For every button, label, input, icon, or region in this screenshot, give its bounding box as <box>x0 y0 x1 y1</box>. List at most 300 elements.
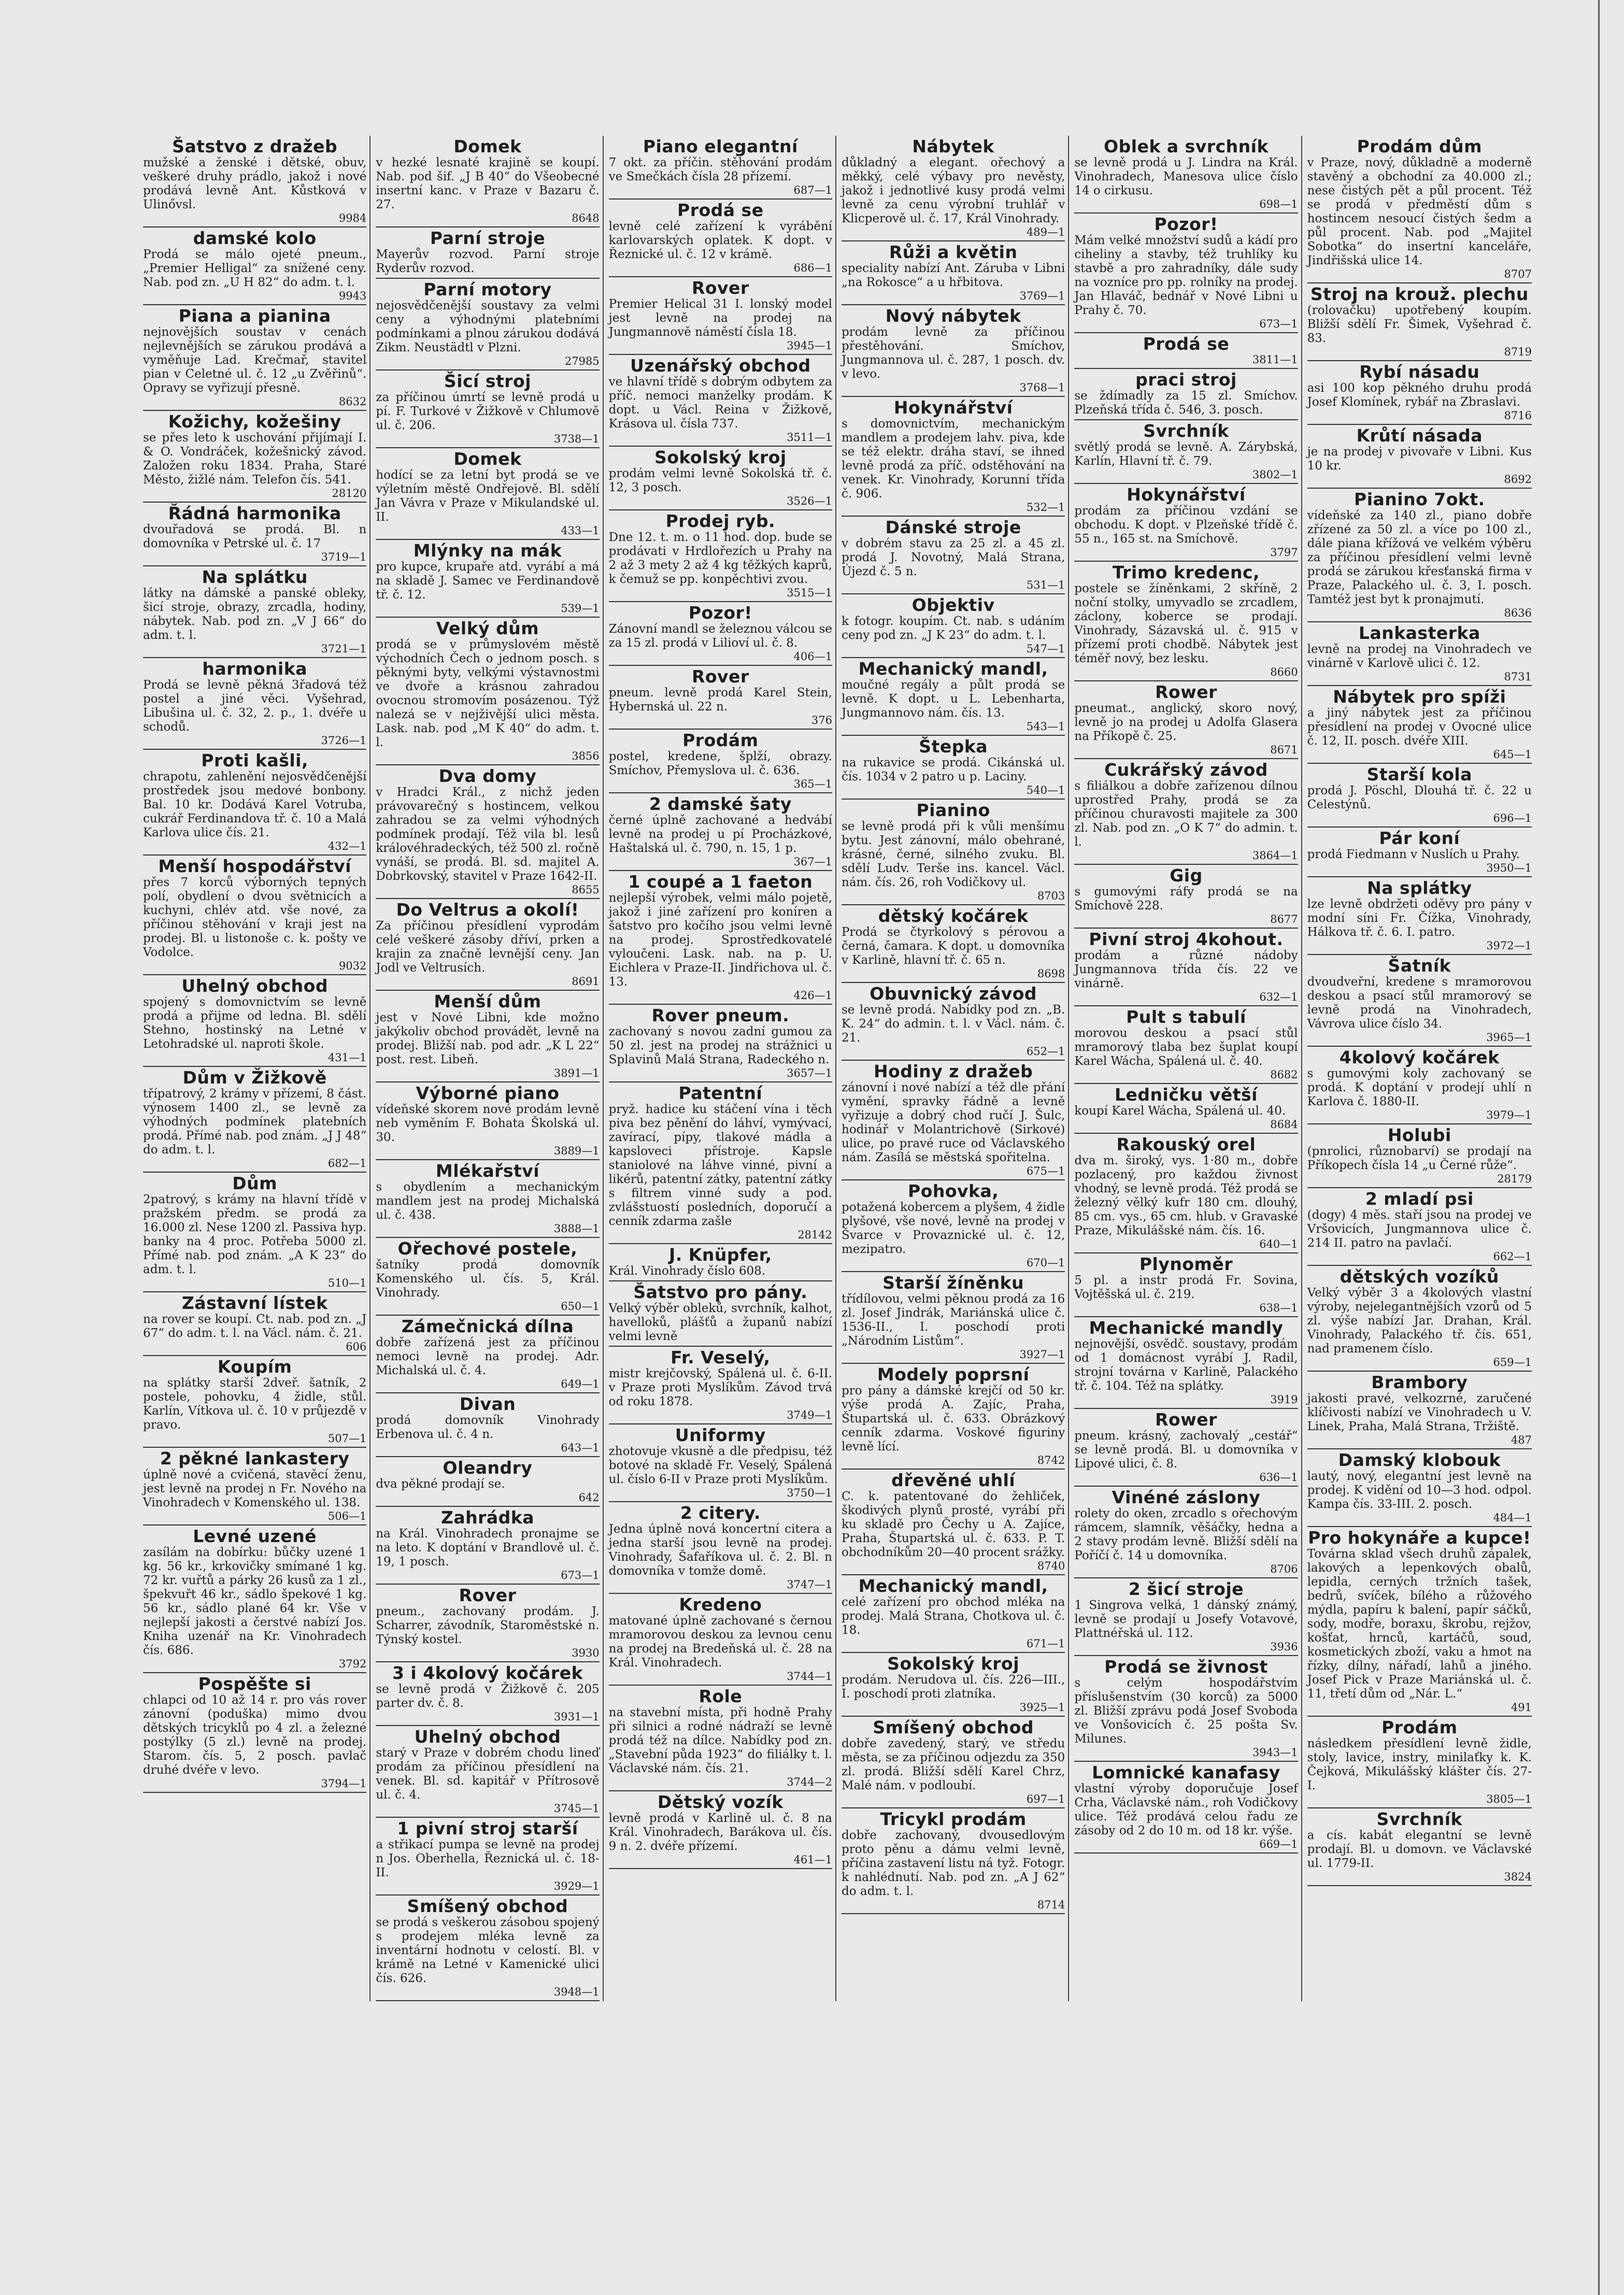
ad-reference-number: 8682 <box>1270 1068 1298 1081</box>
ad-title: Pozor! <box>688 603 752 623</box>
classified-ad <box>609 1281 832 1347</box>
classified-ad <box>1074 420 1298 484</box>
ad-body: prodám levně za příčinou přestěhování. Smíchov, Jungmannova ul. č. 287, 1 posch. dv. v levo. <box>842 325 1065 381</box>
ad-body: Dne 12. t. m. o 11 hod. dop. bude se prodávati v Hrdlořezích u Prahy na 2 až 3 mety 2 až 4 kg těžkých kaprů, k čemuž se pp. konpěchtivi zvou. <box>608 531 832 586</box>
ad-title: Řádná harmonika <box>168 503 341 523</box>
ad-reference-number: 3802—1 <box>1252 468 1298 481</box>
ad-reference-number: 3888—1 <box>553 1222 600 1235</box>
ad-body: potažená kobercem a plyšem, 4 židle plyšové, vše nové, levně na prodej v Švarce v Provaznické ul. č. 12, mezipatro. <box>842 1201 1065 1256</box>
ad-title: Oblek a svrchník <box>1104 136 1269 156</box>
ad-reference-number: 3769—1 <box>1019 290 1065 302</box>
ad-body: v Hradci Král., z nichž jeden právovarečný s hostincem, velkou zahradou se za velmi výhodných podmínek prodají. Též vila bl. lesů královéhradeckých, též 500 zl. ročně vynáší, se prodá. Bl. sd. majitel A. Dobrkovský, stavitel v Praze 1642-II. <box>376 786 600 883</box>
ad-title: Rover <box>691 278 749 298</box>
ad-reference-number: 649—1 <box>561 1378 600 1390</box>
ad-body: světlý prodá se levně. A. Zárybská, Karlín, Hlavní tř. č. 79. <box>1074 440 1298 468</box>
ad-body: prodá Fiedmann v Nuslích u Prahy. <box>1307 848 1520 861</box>
classified-ad <box>376 1662 599 1726</box>
ad-reference-number: 3747—1 <box>787 1578 832 1591</box>
ad-body: matované úplně zachované s černou mramorovou deskou za levnou cenu na prodej na Bredeňská ul. č. 28 na Král. Vinohradech. <box>608 1614 832 1670</box>
ad-title: Menší dům <box>434 991 542 1011</box>
ad-body: následkem přesídlení levně židle, stoly, lavice, instry, minilaťky k. K. Čejková, Mikulášský klášter čís. 27-I. <box>1307 1737 1532 1792</box>
ad-title: Zahrádka <box>440 1507 535 1528</box>
ad-body: asi 100 kop pěkného druhu prodá Josef Klomínek, rybář na Zbraslavi. <box>1307 381 1532 409</box>
classified-ad <box>842 305 1065 397</box>
classified-ad <box>842 1470 1065 1575</box>
classified-ad <box>143 1173 366 1292</box>
ad-body: vlastní výroby doporučuje Josef Crha, Václavské nám., roh Vodičkovy ulice. Též prodává celou řadu ze zásoby od 2 do 10 m. od 18 kr. výše. <box>1074 1782 1298 1837</box>
ad-reference-number: 8707 <box>1504 268 1532 280</box>
ad-title: Nový nábytek <box>885 306 1021 326</box>
ad-reference-number: 3931—1 <box>553 1710 600 1723</box>
ad-body: hodící se za letní byt prodá se ve výletním městě Ondřejově. Bl. sdělí Jan Vávra v Praze v Mikulandské ul. II. <box>376 468 600 524</box>
classified-ad <box>143 1448 366 1526</box>
ad-body: k fotogr. koupím. Ct. nab. s udáním ceny pod zn. „J K 23“ do adm. t. l. <box>842 615 1065 642</box>
ad-title: Divan <box>459 1394 516 1414</box>
classified-ad <box>376 1895 599 2001</box>
classified-ad <box>842 905 1065 983</box>
ad-body: na stavební místa, při hodně Prahy při silnici a rodné nádraží se levně prodá též na dílce. Nabídky pod zn. „Stavební půda 1923“ do filiálky t. l. Václavské nám. čís. 21. <box>608 1706 832 1775</box>
classified-ad <box>609 602 832 666</box>
ad-reference-number: 8655 <box>572 883 600 896</box>
ad-title: Pro hokynáře a kupce! <box>1308 1528 1531 1548</box>
ad-title: Růži a květin <box>889 242 1018 262</box>
ad-reference-number: 3811—1 <box>1252 353 1298 366</box>
classified-ad <box>609 447 832 510</box>
classified-ad <box>609 1082 832 1244</box>
ad-reference-number: 8684 <box>1270 1118 1298 1131</box>
classified-ad <box>1074 681 1298 759</box>
ad-reference-number: 636—1 <box>1259 1471 1298 1484</box>
classified-ad <box>842 397 1065 517</box>
classified-ad <box>609 1005 832 1082</box>
ad-body: dva pěkné prodají se. <box>376 1477 505 1491</box>
ad-reference-number: 8740 <box>1037 1560 1065 1572</box>
ad-reference-number: 686—1 <box>793 262 832 274</box>
ad-body: dvoudveřní, kredene s mramorovou deskou a psací stůl mramorový se levně prodá na Vinohradech, Vávrova ulice číslo 34. <box>1307 975 1532 1031</box>
ad-reference-number: 687—1 <box>793 184 832 196</box>
ad-body: morovou deskou a psací stůl mramorový tlaba bez šuplat koupí Karel Wácha, Spálená ul. č. 40. <box>1074 1027 1298 1068</box>
ad-reference-number: 489—1 <box>1026 226 1065 238</box>
ad-title: Kredeno <box>679 1594 762 1615</box>
classified-ad <box>609 1424 832 1502</box>
ad-reference-number: 8742 <box>1037 1454 1065 1466</box>
classified-ad <box>143 305 366 411</box>
ad-body: nejnovějších soustav v cenách nejlevnějších se zárukou prodává a vyměňuje Lad. Krečmař, stavitel pian v Celetné ul. č. 12 „u Zvěřinů“. Opravy se vyřizují přesně. <box>143 325 367 395</box>
ad-body: pneumat., anglický, skoro nový, levně jo na prodej u Adolfa Glasera na Příkopě č. 25. <box>1074 702 1298 743</box>
ad-reference-number: 645—1 <box>1493 748 1532 761</box>
ad-title: Rower <box>1155 682 1217 702</box>
ad-reference-number: 28142 <box>797 1229 832 1241</box>
ad-title: Pivní stroj 4kohout. <box>1089 929 1284 949</box>
ad-reference-number: 632—1 <box>1259 991 1298 1003</box>
classified-ad <box>1307 1266 1532 1372</box>
ad-reference-number: 8706 <box>1270 1563 1298 1575</box>
ad-reference-number: 506—1 <box>327 1510 367 1522</box>
ad-reference-number: 8636 <box>1504 607 1532 619</box>
classified-ad <box>1307 425 1532 489</box>
classified-ad <box>376 1585 599 1662</box>
ad-body: je na prodej v pivovaře v Libni. Kus 10 kr. <box>1307 445 1532 473</box>
classified-ad <box>1307 1527 1532 1717</box>
ad-reference-number: 507—1 <box>327 1432 367 1445</box>
ad-body: mužské a ženské i dětské, obuv, veškeré druhy prádlo, jakož i nové prodává levně Ant. Kůstková v Ulinővsl. <box>143 156 367 211</box>
ad-reference-number: 431—1 <box>327 1051 367 1064</box>
ad-body: se levně prodá u J. Lindra na Král. Vinohradech, Manesova ulice číslo 14 o cirkusu. <box>1074 156 1298 197</box>
ad-reference-number: 3744—1 <box>787 1670 832 1683</box>
ad-reference-number: 3948—1 <box>553 1986 600 1998</box>
classified-ad <box>842 1364 1065 1470</box>
ad-reference-number: 3824 <box>1504 1871 1532 1883</box>
ad-reference-number: 3950—1 <box>1486 862 1532 874</box>
classified-ad <box>609 355 832 447</box>
ad-title: Gig <box>1170 865 1203 886</box>
classified-ad <box>1307 1124 1532 1188</box>
classified-ad <box>1074 333 1298 369</box>
classified-ad <box>609 1244 832 1281</box>
ad-reference-number: 3719—1 <box>321 551 367 563</box>
ad-title: 2 pěkné lankastery <box>160 1448 350 1469</box>
ad-title: Prodá se <box>677 200 764 220</box>
ad-title: 2 damské šaty <box>649 794 792 814</box>
ad-title: Zástavní lístek <box>181 1293 328 1313</box>
ad-reference-number: 547—1 <box>1026 643 1065 655</box>
ad-body: spojený s domovnictvím se levně prodá a přijme od ledna. Bl. sdělí Stehno, hostinský na Letné v Letohradské ul. naproti škole. <box>143 995 367 1051</box>
ad-reference-number: 670—1 <box>1026 1257 1065 1269</box>
ad-reference-number: 376 <box>811 714 832 726</box>
ad-title: Parní motory <box>423 279 552 300</box>
ad-body: Za příčinou přesídlení vyprodám celé veškeré zásoby dříví, prken a krajin za značně levnější ceny. Jan Jodl ve Veltrusích. <box>376 919 600 975</box>
classified-ad <box>609 1594 832 1686</box>
ad-reference-number: 3945—1 <box>787 339 832 352</box>
ad-title: Hokynářství <box>1127 484 1246 505</box>
ad-title: Sokolský kroj <box>887 1653 1020 1674</box>
ad-title: Starší žíněnku <box>882 1273 1024 1293</box>
classified-ad <box>609 1347 832 1424</box>
ad-body: lze levně obdržeti oděvy pro pány v modní síni Fr. Čížka, Vinohrady, Hálkova tř. č. 6. I. patro. <box>1307 897 1532 939</box>
ad-reference-number: 3511—1 <box>787 431 832 444</box>
ad-body: třídílovou, velmi pěknou prodá za 16 zl. Josef Jindrák, Mariánská ulice č. 1536-II., I. poschodí proti „Národním Listům“. <box>842 1292 1065 1348</box>
classified-ad <box>609 136 832 199</box>
classified-ad <box>376 370 599 448</box>
classified-ad <box>376 448 599 540</box>
ad-title: Šicí stroj <box>444 371 532 391</box>
classified-ad <box>1074 1006 1298 1084</box>
classified-ad <box>1074 1253 1298 1317</box>
ad-title: Zámečnická dílna <box>401 1316 574 1336</box>
ad-title: 2 citery. <box>680 1503 761 1523</box>
ad-title: Hodiny z dražeb <box>874 1061 1033 1081</box>
classified-ad <box>842 517 1065 594</box>
ad-body: rolety do oken, zrcadlo s ořechovým rámcem, slamník, věšáčky, hedna a 2 stavy prodám levně. Bližší sdělí na Poříčí č. 14 u domovníka. <box>1074 1507 1298 1562</box>
ad-body: 1 Singrova velká, 1 dánský známý, levně se prodají u Josefy Votavové, Plattnéřská ul. 112. <box>1074 1599 1298 1640</box>
ad-title: Mechanický mandl, <box>858 659 1048 679</box>
ad-title: Pianino 7okt. <box>1354 489 1485 509</box>
classified-ad <box>376 540 599 618</box>
ad-body: chlapci od 10 až 14 r. pro vás rover zánovní (poduška) mimo dvou dětských tricyklů po 4 zl. a železné postýlky (5 zl.) levně na prodej. Starom. čís. 5, 2 posch. pavlač druhé dvéře v levo. <box>143 1693 367 1777</box>
ad-body: s domovnictvím, mechanickým mandlem a prodejem lahv. piva, kde se též elektr. dráha staví, se ihned levně prodá za příč. odstěhování na venek. Kr. Vinohrady, Korunní třída č. 906. <box>842 417 1065 501</box>
ad-body: chrapotu, zahlenění nejosvědčenější prostředek jsou medové bonbony. Bal. 10 kr. Dodává Karel Votruba, cukrář Ferdinandova tř. č. 10 a Malá Karlova ulice čís. 21. <box>143 770 367 839</box>
ad-reference-number: 426—1 <box>793 989 832 1002</box>
ad-reference-number: 3943—1 <box>1252 1746 1298 1759</box>
ad-body: 5 pl. a instr prodá Fr. Sovina, Vojtěšská ul. č. 219. <box>1074 1274 1298 1301</box>
classified-ad <box>376 227 599 279</box>
classified-ad <box>609 1791 832 1869</box>
classified-ad <box>143 411 366 503</box>
ad-body: nejosvědčenější soustavy za velmi ceny a výhodnými platebními podmínkami a plnou zárukou dodává Zikm. Neustädtl v Plzni. <box>376 299 600 354</box>
classified-ad <box>1074 865 1298 929</box>
classified-ad <box>143 503 366 566</box>
ad-title: Pár koní <box>1379 828 1460 848</box>
ad-body: levně prodá v Karlině ul. č. 8 na Král. Vinohradech, Barákova ul. čís. 9 n. 2. dvéře přízemí. <box>608 1812 832 1853</box>
ad-body: speciality nabízí Ant. Záruba v Libni „na Rokosce“ a u hřbitova. <box>842 262 1065 289</box>
classified-ad <box>609 871 832 1005</box>
ad-body: Zánovní mandl se železnou válcou se za 15 zl. prodá v Lilioví ul. č. 8. <box>608 622 832 650</box>
classified-ad <box>842 1653 1065 1717</box>
ad-reference-number: 3979—1 <box>1486 1109 1532 1121</box>
ad-reference-number: 673—1 <box>1259 318 1298 330</box>
classified-ad <box>842 736 1065 800</box>
ad-body: levně celé zařízení k vyrábění karlovarských oplatek. K dopt. v Řeznické ul. č. 12 v krámě. <box>608 220 832 261</box>
ad-reference-number: 696—1 <box>1493 812 1532 824</box>
ad-title: Domek <box>453 449 522 469</box>
classified-ad <box>842 1717 1065 1808</box>
ad-reference-number: 8719 <box>1504 346 1532 358</box>
ad-title: Uniformy <box>675 1425 766 1445</box>
ad-title: Ořechové postele, <box>397 1238 578 1259</box>
ad-reference-number: 697—1 <box>1026 1793 1065 1805</box>
classified-ad <box>143 1292 366 1356</box>
ad-reference-number: 3515—1 <box>787 587 832 599</box>
classified-ad <box>609 793 832 871</box>
ad-body: a cís. kabát elegantní se levně prodají. Bl. u domovn. ve Václavské ul. 1779-II. <box>1307 1829 1532 1870</box>
ad-column <box>376 136 603 2001</box>
ad-reference-number: 8716 <box>1504 409 1532 422</box>
ad-title: Sokolský kroj <box>654 447 787 467</box>
classified-ad <box>1307 1188 1532 1266</box>
classified-ad <box>376 618 599 765</box>
ad-column <box>842 136 1069 2001</box>
classified-ad <box>1307 877 1532 955</box>
ad-body: se prodá s veškerou zásobou spojený s prodejem mléka levně za inventární hodnotu v celostí. Bl. v krámě na Letné v Kamenické ulici čís. 626. <box>376 1916 600 1985</box>
ad-title: Mechanický mandl, <box>858 1576 1048 1596</box>
classified-ad <box>376 1726 599 1818</box>
ad-title: Kožichy, kožešiny <box>168 411 341 432</box>
ad-reference-number: 3936 <box>1270 1641 1298 1653</box>
ad-reference-number: 3891—1 <box>553 1067 600 1079</box>
ad-title: Ledničku větší <box>1115 1085 1258 1105</box>
ad-title: Plynoměr <box>1139 1254 1233 1274</box>
ad-body: Jedna úplně nová koncertní citera a jedna starší jsou levně na prodej. Vinohrady, Šafaříkova ul. č. 2. Bl. n domovníka v tomže domě. <box>608 1522 832 1578</box>
ad-body: zánovní i nové nabízí a též dle přání vymění, spravky řádně a levně vyřizuje a dobrý chod ručí J. Šulc, hodinář v Molantrichově (Sirkové) ulice, po pravé ruce od Václavského nám. Zasílá se městská spořitelna. <box>842 1081 1065 1164</box>
ad-body: jest v Nové Libni, kde možno jakýkoliv obchod provádět, levně na prodej. Bližší nab. pod adr. „K L 22“ post. rest. Libeň. <box>376 1011 600 1066</box>
ad-reference-number: 539—1 <box>561 602 600 615</box>
ad-body: za příčinou úmrtí se levně prodá u pí. F. Turkové v Žižkově v Chlumově ul. č. 206. <box>376 391 600 432</box>
ad-title: Proti kašli, <box>201 750 309 771</box>
ad-title: Svrchník <box>1143 421 1229 441</box>
ad-reference-number: 682—1 <box>327 1157 367 1170</box>
classified-ad <box>842 983 1065 1061</box>
ad-body: dobře zařízená jest za příčinou nemoci levně na prodej. Adr. Michalská ul. č. 4. <box>376 1336 600 1377</box>
classified-ad <box>143 566 366 658</box>
classified-ad <box>609 730 832 793</box>
ad-body: prodá se v průmyslovém městě východních Čech o jednom posch. s pěknými byty, velkými výstavnostmi ve dvoře a krásnou zahradou ovocnou stromovím posázenou. Týž nalezá se v nejživější ulici města. Lask. nab. pod „M K 40“ do adm. t. l. <box>376 638 600 749</box>
ad-body: pneum. levně prodá Karel Stein, Hybernská ul. 22 n. <box>608 686 832 714</box>
classified-ad <box>842 136 1065 241</box>
ad-body: zhotovuje vkusně a dle předpisu, též botové na skladě Fr. Veselý, Spálená ul. číslo 6-II v Praze proti Myslíkům. <box>608 1445 832 1486</box>
classified-ad <box>376 1393 599 1457</box>
ad-reference-number: 675—1 <box>1026 1165 1065 1177</box>
ad-title: Uhelný obchod <box>181 976 328 996</box>
ad-title: 3 i 4kolový kočárek <box>392 1663 583 1683</box>
ad-title: Vinéné záslony <box>1112 1487 1261 1507</box>
classified-ad <box>376 279 599 370</box>
ad-title: Svrchník <box>1376 1809 1462 1829</box>
ad-body: na rukavice se prodá. Cikánská ul. čís. 1034 v 2 patro u p. Laciny. <box>842 756 1065 783</box>
ad-reference-number: 640—1 <box>1259 1238 1298 1250</box>
ad-body: černé úplně zachované a hedvábí levně na prodej u pí Procházkové, Haštalská ul. č. 790, n. 15, 1 p. <box>608 814 832 855</box>
classified-ad <box>143 1356 366 1448</box>
ad-title: Fr. Veselý, <box>671 1347 771 1367</box>
ad-title: Pozor! <box>1154 214 1218 234</box>
ad-body: pneum., zachovaný prodám. J. Scharrer, závodník, Staroměstské n. Týnský kostel. <box>376 1605 600 1646</box>
ad-title: dětských vozíků <box>1340 1266 1499 1287</box>
ad-reference-number: 8648 <box>572 212 600 224</box>
ad-title: 2 šicí stroje <box>1128 1579 1244 1599</box>
ad-body: (dogy) 4 měs. staří jsou na prodej ve Vršovicích, Jungmannova ulice č. 214 II. patro na pavlačí. <box>1307 1208 1532 1250</box>
ad-reference-number: 3721—1 <box>321 643 367 655</box>
ad-reference-number: 510—1 <box>327 1277 367 1289</box>
ad-column <box>609 136 836 2001</box>
ad-title: praci stroj <box>1135 369 1237 390</box>
classified-ad <box>1074 929 1298 1006</box>
ad-title: Levné uzené <box>193 1526 317 1546</box>
ad-body: vídeňské za 140 zl., piano dobře zřízené za 50 zl. a více po 100 zl., dále piana křížová ve velkém výběru za příčinou přesídlení velmi levně prodá se zárukou křesťanská firma v Praze, Palackého ul. č. 3, I. posch. Tamtéž jest byt k pronajmutí. <box>1307 509 1532 606</box>
classified-ad <box>376 1082 599 1160</box>
ad-reference-number: 8671 <box>1270 744 1298 756</box>
ad-body: s obydlením a mechanickým mandlem jest na prodej Michalská ul. č. 438. <box>376 1180 600 1222</box>
ad-body: v Praze, nový, důkladně a moderně stavěný a obchodní za 40.000 zl.; nese čistých pět a půl procent. Též se prodá v předměstí dům s hostincem nesoucí čistých šedm a půl procent. Nab. pod „Majitel Sobotka“ do insertní kanceláře, Jindřišská ulice 14. <box>1307 156 1532 267</box>
ad-reference-number: 3797 <box>1270 546 1298 559</box>
classified-ad <box>143 1526 366 1673</box>
ad-title: Smíšený obchod <box>873 1717 1034 1737</box>
ad-reference-number: 540—1 <box>1026 784 1065 796</box>
ad-reference-number: 491 <box>1511 1701 1532 1714</box>
classified-ad <box>143 227 366 305</box>
classified-ad <box>1074 759 1298 865</box>
ad-body: 2patrový, s krámy na hlavní třídě v pražském předm. se prodá za 16.000 zl. Nese 1200 zl. Passiva hyp. banky na 4 proc. Potřeba 5000 zl. Přímé nab. pod znám. „A K 23“ do adm. t. l. <box>143 1193 367 1276</box>
classified-ad <box>1307 622 1532 686</box>
ad-reference-number: 673—1 <box>561 1569 600 1581</box>
ad-reference-number: 3792 <box>338 1658 367 1670</box>
ad-title: Pult s tabulí <box>1126 1007 1246 1027</box>
ad-title: dřevěné uhlí <box>891 1470 1016 1490</box>
ad-body: mistr krejčovský, Spálená ul. č. 6-II. v Praze proti Myslíkům. Závod trvá od roku 1878. <box>608 1367 832 1408</box>
classified-ad <box>609 1686 832 1791</box>
ad-title: Na splátku <box>202 567 308 587</box>
ad-body: zasílám na dobírku: bůčky uzené 1 kg. 56 kr., krkovičky smímané 1 kg. 72 kr. vuřtů a párky 26 kusů za 1 zl., špekvuřt 46 kr., sádlo špekové 1 kg. 56 kr., sádlo plané 64 kr. Vše v nejlepší jakosti a čerstvé nabízí Jos. Kniha uzenář na Kr. Vinohradech čís. 686. <box>143 1546 367 1657</box>
ad-reference-number: 9943 <box>338 290 367 302</box>
classified-ad <box>376 1160 599 1238</box>
ad-body: Prodá se málo ojeté pneum., „Premier Helligal“ za snížené ceny. Nab. pod zn. „U H 82“ do adm. t. l. <box>143 248 367 289</box>
ad-body: dva m. široký, vys. 1·80 m., dobře pozlacený, pro každou živnost vhodný, se levně prodá. Též prodá se železný vělký kufr 180 cm. dlouhý, 85 cm. vys., 65 cm. hlub. v Gravaské Praze, Mikulášské nám. čís. 16. <box>1074 1154 1298 1237</box>
ad-title: Dům <box>232 1173 278 1193</box>
ad-reference-number: 9032 <box>338 960 367 972</box>
classified-ad <box>842 800 1065 905</box>
ad-title: Šatstvo pro pány. <box>633 1282 808 1302</box>
ad-body: se levně prodá při k vůli menšímu bytu. Jest zánovní, málo obehrané, krásné, černé, silného zvuku. Bl. sdělí Ludv. Terše ins. kancel. Václ. nám. čís. 26, roh Vodičkovy ul. <box>842 820 1065 889</box>
ad-title: Prodá se živnost <box>1104 1657 1268 1677</box>
classified-ad <box>376 1457 599 1507</box>
ad-title: 2 mladí psi <box>1365 1189 1474 1209</box>
ad-title: Parní stroje <box>430 228 546 248</box>
ad-body: dobře zavedený, starý, ve středu města, se za příčinou odjezdu za 350 zl. prodá. Bližší sdělí Karel Chrz, Malé nám. v podloubí. <box>842 1737 1065 1792</box>
ad-title: Rover <box>459 1585 517 1605</box>
ad-body: dvouřadová se prodá. Bl. n domovníka v Petrské ul. č. 17 <box>143 523 367 550</box>
ad-body: jakosti pravé, velkozrné, zaručené klíčivosti nabízí ve Vinohradech u V. Linek, Praha, Malá Strana, Tržiště. <box>1307 1392 1532 1433</box>
ad-body: Prodá se čtyrkolový s pérovou a černá, čamara. K dopt. u domovníka v Karlině, hlavní tř. č. 65 n. <box>842 925 1065 967</box>
classified-ad <box>376 1507 599 1585</box>
ad-body: 7 okt. za příčin. stěhování prodám ve Smečkách čísla 28 přízemí. <box>608 156 832 183</box>
classified-ad <box>1307 1449 1532 1527</box>
classified-ad <box>1074 1656 1298 1762</box>
ad-body: prodám za příčinou vzdání se obchodu. K dopt. v Plzeňské třídě č. 55 n., 165 st. na Smíchově. <box>1074 504 1298 546</box>
page-edge-rule <box>1598 0 1600 2295</box>
classified-ad <box>1074 1762 1298 1854</box>
ad-body: Továrna sklad všech druhů zápalek, lakových a lepenkových obalů, lepidla, cerných tržních tašek, bedrů, svíček, bílého a růžového mýdla, papíru k balení, papír sáčků, sody, modře, boraxu, škrobu, rejžov, košťat, hrnců, kartáčů, soud, kosmetických zboží, vaku a hmot na řízky, dílny, nářadí, lahů a jiného. Josef Pick v Praze Mariánská ul. č. 11, třetí dům od „Nár. L.“ <box>1307 1547 1532 1701</box>
ad-reference-number: 669—1 <box>1259 1838 1298 1850</box>
ad-title: Dětský vozík <box>657 1792 783 1812</box>
ad-body: (pnrolici, různobarví) se prodají na Příkopech čísla 14 „u Černé růže“. <box>1307 1145 1532 1172</box>
ad-title: Smíšený obchod <box>407 1896 568 1916</box>
ad-reference-number: 638—1 <box>1259 1302 1298 1314</box>
ad-body: prodám velmi levně Sokolská tř. č. 12, 3 posch. <box>608 467 832 494</box>
ad-body: C. k. patentované do žehliček, škodivých plynů prosté, vyrábí při ku skladě pro Čechy u A. Zajíce, Praha, Štupartská ul. č. 633. P. T. obchodníkům 20—40 procent srážky. <box>842 1490 1065 1559</box>
classified-ad <box>842 658 1065 736</box>
ad-title: Lomnické kanafasy <box>1092 1762 1280 1783</box>
ad-body: v hezké lesnaté krajině se koupí. Nab. pod šif. „J B 40“ do Všeobecné insertní kanc. v Praze v Bazaru č. 27. <box>376 156 600 211</box>
ad-body: zachovaný s novou zadní gumou za 50 zl. jest na prodej na strážnici u Splavinů Malá Strana, Radeckého n. <box>608 1025 832 1066</box>
ad-body: a střikací pumpa se levně na prodej n Jos. Oberhella, Řeznická ul. č. 18-II. <box>376 1838 600 1879</box>
ad-title: Menší hospodářství <box>158 856 351 876</box>
ad-reference-number: 652—1 <box>1026 1045 1065 1058</box>
ad-title: Pianino <box>916 800 990 820</box>
ad-reference-number: 3925—1 <box>1019 1701 1065 1714</box>
ad-reference-number: 3927—1 <box>1019 1348 1065 1361</box>
classified-ad <box>1307 361 1532 425</box>
ad-reference-number: 3745—1 <box>553 1802 600 1815</box>
ad-body: pro kupce, krupaře atd. vyrábí a má na skladě J. Samec ve Ferdinandově tř. č. 12. <box>376 560 600 602</box>
ad-title: 4kolový kočárek <box>1339 1047 1500 1067</box>
ad-title: Mlýnky na mák <box>413 540 562 561</box>
ad-reference-number: 3856 <box>572 750 600 762</box>
classified-ad <box>609 1502 832 1594</box>
classified-ad <box>1074 1578 1298 1656</box>
ad-reference-number: 3749—1 <box>787 1409 832 1421</box>
ad-reference-number: 3889—1 <box>553 1145 600 1157</box>
ad-reference-number: 8691 <box>572 975 600 988</box>
ad-reference-number: 28120 <box>332 487 367 500</box>
ad-reference-number: 3919 <box>1270 1393 1298 1406</box>
ad-title: Trimo kredenc, <box>1112 562 1260 582</box>
ad-reference-number: 3750—1 <box>787 1487 832 1499</box>
classified-ad <box>143 750 366 856</box>
classified-ad <box>1074 213 1298 333</box>
classified-ad <box>143 136 366 227</box>
classified-ad <box>376 991 599 1082</box>
ad-reference-number: 8660 <box>1270 666 1298 678</box>
classified-ad <box>1307 1808 1532 1886</box>
ad-body: postele se žíněnkami, 2 skříně, 2 noční stolky, umyvadlo se zrcadlem, záclony, koberce se prodají. Vinohrady, Sázavská ul. č. 915 v přízemí proti chodbě. Nábytek jest téměř nový, bez lesku. <box>1074 582 1298 665</box>
